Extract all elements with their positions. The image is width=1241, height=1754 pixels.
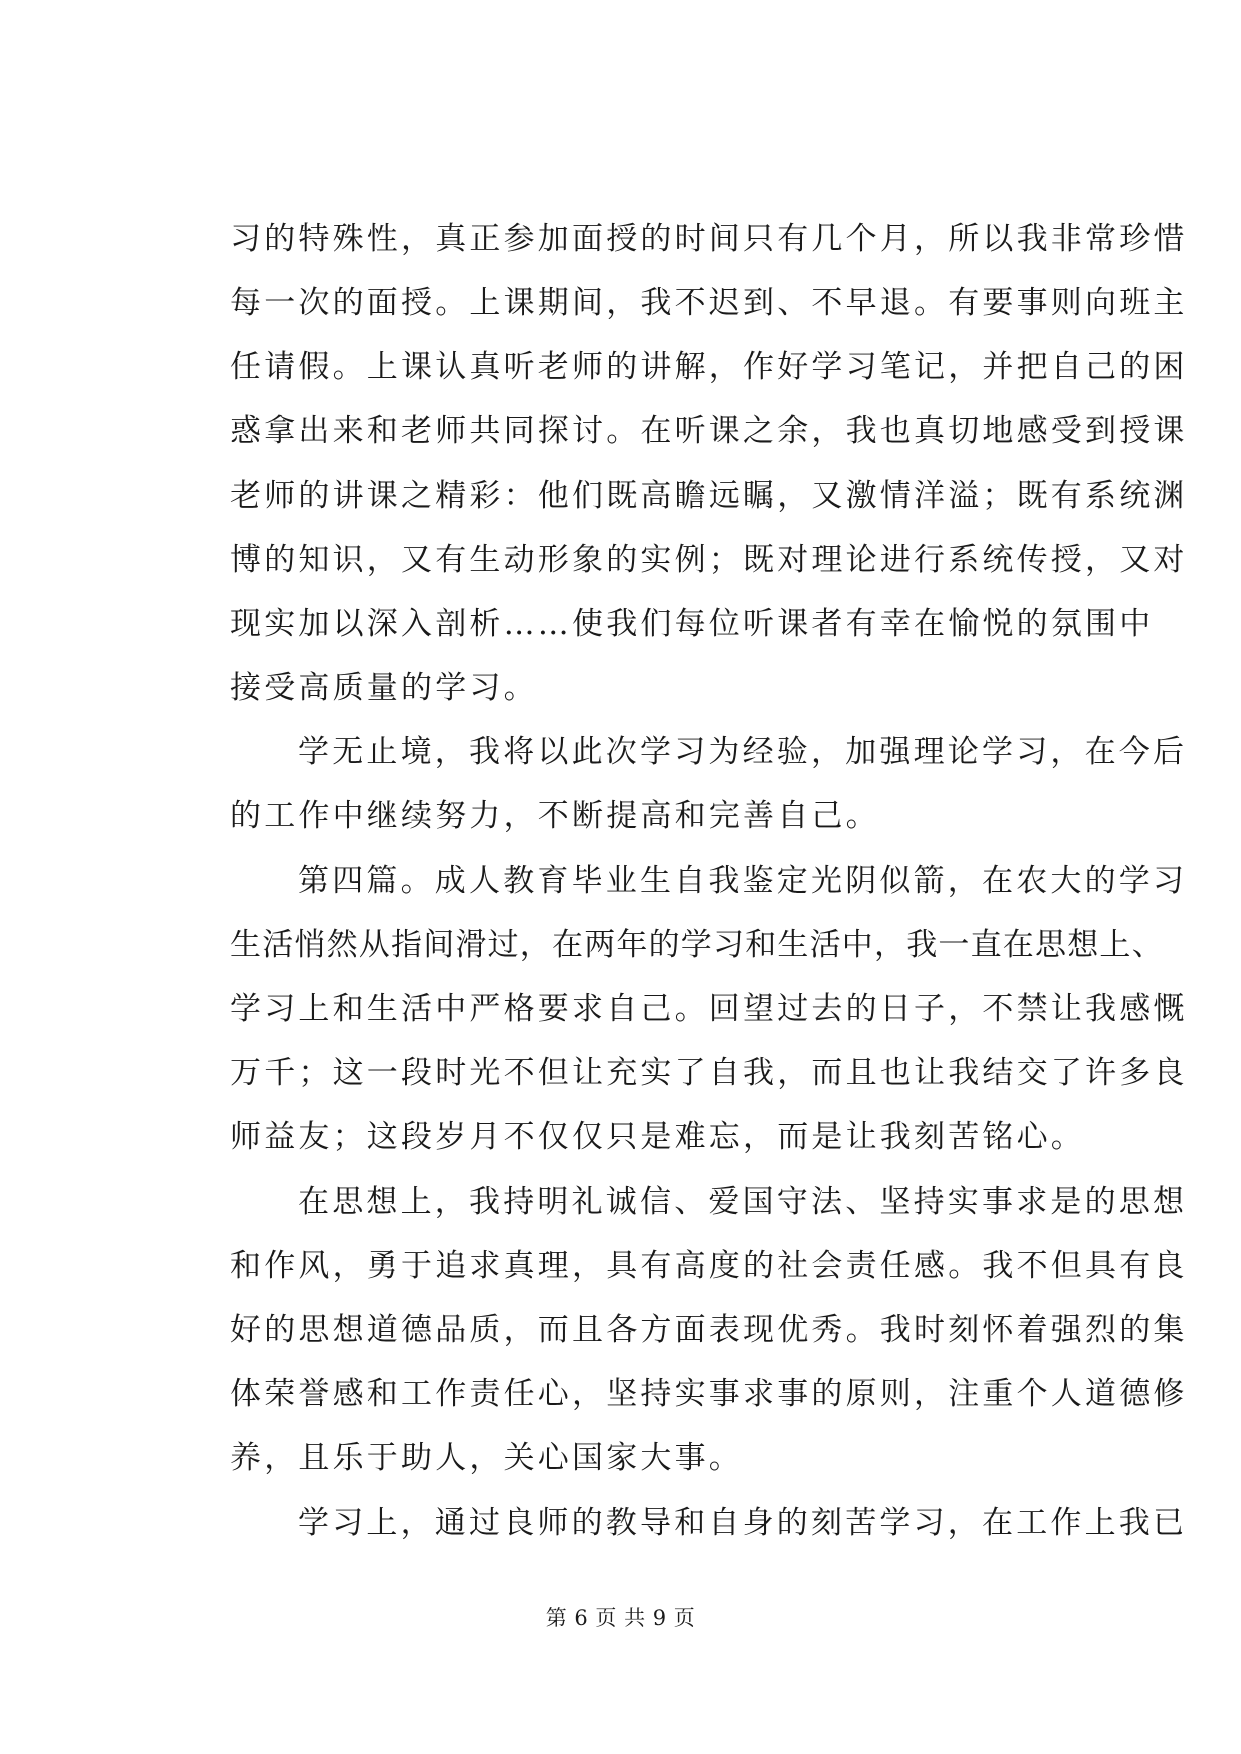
paragraph-first-line: 第四篇。成人教育毕业生自我鉴定光阴似箭，在农大的学习 (298, 863, 1188, 899)
body-line: 博的知识，又有生动形象的实例；既对理论进行系统传授，又对 (230, 542, 1188, 578)
body-line: 任请假。上课认真听老师的讲解，作好学习笔记，并把自己的困 (230, 349, 1188, 385)
body-line: 接受高质量的学习。 (230, 670, 538, 706)
body-line: 好的思想道德品质，而且各方面表现优秀。我时刻怀着强烈的集 (230, 1312, 1188, 1348)
page-indicator: 第 6 页 共 9 页 (545, 1606, 696, 1630)
body-line: 师益友；这段岁月不仅仅只是难忘，而是让我刻苦铭心。 (230, 1119, 1085, 1155)
body-line: 生活悄然从指间滑过，在两年的学习和生活中，我一直在思想上、 (230, 927, 1164, 963)
body-line: 和作风，勇于追求真理，具有高度的社会责任感。我不但具有良 (230, 1248, 1188, 1284)
body-line: 体荣誉感和工作责任心，坚持实事求事的原则，注重个人道德修 (230, 1376, 1188, 1412)
body-line: 万千；这一段时光不但让充实了自我，而且也让我结交了许多良 (230, 1055, 1188, 1091)
body-line: 每一次的面授。上课期间，我不迟到、不早退。有要事则向班主 (230, 285, 1188, 321)
body-line: 老师的讲课之精彩：他们既高瞻远瞩，又激情洋溢；既有系统渊 (230, 478, 1188, 514)
body-line: 学习上和生活中严格要求自己。回望过去的日子，不禁让我感慨 (230, 991, 1188, 1027)
body-line: 的工作中继续努力，不断提高和完善自己。 (230, 798, 880, 834)
page-footer (0, 1604, 1241, 1632)
body-line: 习的特殊性，真正参加面授的时间只有几个月，所以我非常珍惜 (230, 221, 1188, 257)
body-line: 现实加以深入剖析……使我们每位听课者有幸在愉悦的氛围中 (230, 606, 1154, 642)
paragraph-first-line: 学习上，通过良师的教导和自身的刻苦学习，在工作上我已 (298, 1505, 1188, 1541)
paragraph-first-line: 在思想上，我持明礼诚信、爱国守法、坚持实事求是的思想 (298, 1184, 1188, 1220)
body-line: 惑拿出来和老师共同探讨。在听课之余，我也真切地感受到授课 (230, 413, 1188, 449)
paragraph-first-line: 学无止境，我将以此次学习为经验，加强理论学习，在今后 (298, 734, 1188, 770)
body-line: 养，且乐于助人，关心国家大事。 (230, 1440, 743, 1476)
